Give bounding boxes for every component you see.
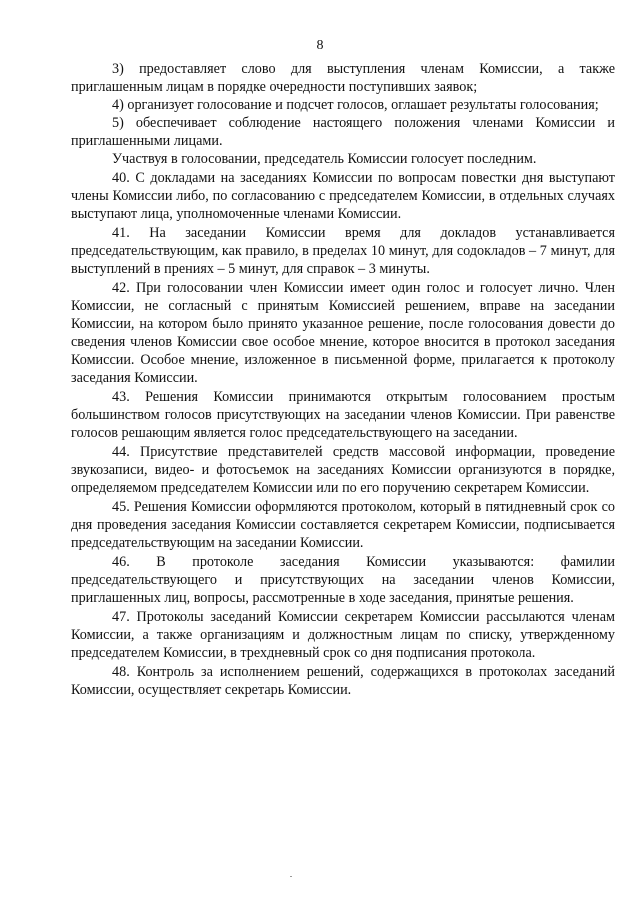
paragraph-47: 47. Протоколы заседаний Комиссии секретарем Комиссии рассылаются членам Комиссии, а также организациям и должностным лицам по списку, утвержденному председателем Комиссии, в трехдневный срок со дня подписания протокола.	[71, 609, 615, 661]
paragraph-item-4: 4) организует голосование и подсчет голосов, оглашает результаты голосования;	[112, 97, 599, 113]
paragraph-item-5: 5) обеспечивает соблюдение настоящего положения членами Комиссии и приглашенными лицами.	[71, 115, 615, 149]
paragraph-48: 48. Контроль за исполнением решений, содержащихся в протоколах заседаний Комиссии, осуществляет секретарь Комиссии.	[71, 664, 615, 698]
paragraph-chair-voting: Участвуя в голосовании, председатель Комиссии голосует последним.	[112, 151, 537, 167]
document-body	[71, 60, 615, 699]
paragraph-43: 43. Решения Комиссии принимаются открытым голосованием простым большинством голосов присутствующих на заседании членов Комиссии. При равенстве голосов решающим является голос председательствующего на заседании.	[71, 389, 615, 441]
paragraph-44: 44. Присутствие представителей средств массовой информации, проведение звукозаписи, видео- и фотосъемок на заседаниях Комиссии организуются в порядке, определяемом председателем Комиссии или по его поручению секретарем Комиссии.	[71, 444, 615, 496]
paragraph-45: 45. Решения Комиссии оформляются протоколом, который в пятидневный срок со дня проведения заседания Комиссии составляется секретарем Комиссии, подписывается председательствующим на заседании Комиссии.	[71, 499, 615, 551]
paragraph-46: 46. В протоколе заседания Комиссии указываются: фамилии председательствующего и присутствующих на заседании членов Комиссии, приглашенных лиц, вопросы, рассмотренные в ходе заседания, принятые решения.	[71, 554, 615, 606]
page-number: 8	[316, 38, 324, 53]
paragraph-40: 40. С докладами на заседаниях Комиссии по вопросам повестки дня выступают члены Комиссии либо, по согласованию с председателем Комиссии, в отдельных случаях выступают лица, уполномоченные членами Комиссии.	[71, 170, 615, 222]
paragraph-42: 42. При голосовании член Комиссии имеет один голос и голосует лично. Член Комиссии, не согласный с принятым Комиссией решением, вправе на заседании Комиссии, на котором было принято указанное решение, после голосования довести до сведения членов Комиссии свое особое мнение, которое вносится в протокол заседания Комиссии. Особое мнение, изложенное в письменной форме, прилагается к протоколу заседания Комиссии.	[71, 280, 615, 386]
paragraph-item-3: 3) предоставляет слово для выступления членам Комиссии, а также приглашенным лицам в порядке очередности поступивших заявок;	[71, 61, 615, 95]
paragraph-41: 41. На заседании Комиссии время для докладов устанавливается председательствующим, как правило, в пределах 10 минут, для содокладов – 7 минут, для выступлений в прениях – 5 минут, для справок – 3 минуты.	[71, 225, 615, 277]
scan-speck	[290, 876, 292, 877]
